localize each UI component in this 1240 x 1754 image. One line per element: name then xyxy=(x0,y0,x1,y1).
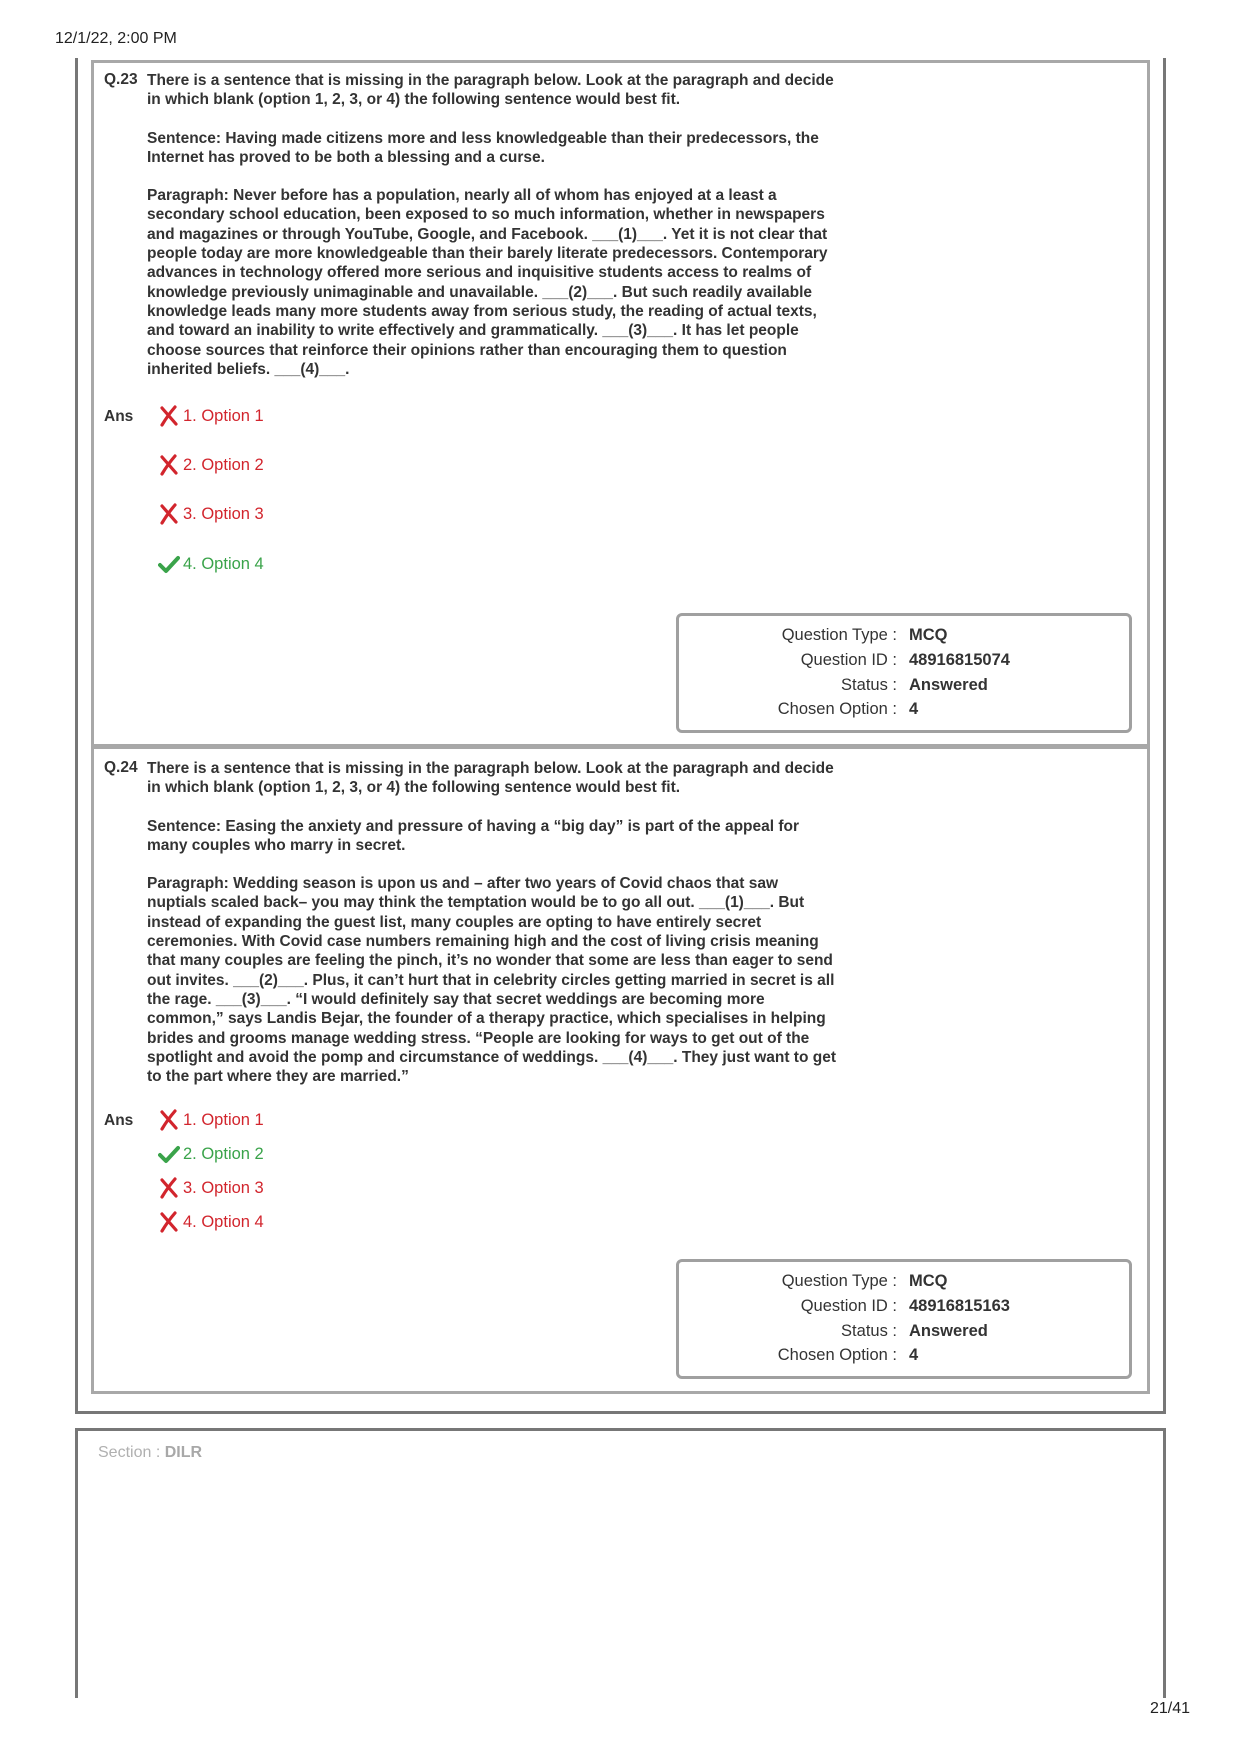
option-2 xyxy=(158,1143,264,1165)
question-card-q24 xyxy=(91,744,1150,1394)
cross-icon xyxy=(158,1211,180,1233)
option-2 xyxy=(158,454,264,476)
question-prompt: There is a sentence that is missing in the paragraph below. Look at the paragraph and decide in which blank (option 1, 2, 3, or 4) the following sentence would best fit. xyxy=(147,72,834,109)
answer-label: Ans xyxy=(104,408,134,425)
option-label: 3. Option 3 xyxy=(183,504,264,523)
section-name: DILR xyxy=(164,1444,203,1461)
question-card-q23 xyxy=(91,60,1150,748)
question-paragraph: Paragraph: Wedding season is upon us and – after two years of Covid chaos that saw nuptials scaled back– you may think the temptation would be to go all out. ___(1)___. But instead of expanding the guest list, many couples are opting to have entirely secret ceremonies. With Covid case numbers remaining high and the cost of living crisis meaning that many couples are feeling the pinch, it’s no wonder that some are less than eager to send out invites. ___(2)___. Plus, it can’t hurt that in celebrity circles getting married in secret is all the rage. ___(3)___. “I would definitely say that secret weddings are becoming more common,” says Landis Bejar, the founder of a therapy practice, which specialises in helping brides and grooms manage wedding stress. “People are looking for ways to get out of the spotlight and avoid the pomp and circumstance of weddings. ___(4)___. They just want to get to the part where they are married.” xyxy=(147,875,836,1086)
question-paragraph: Paragraph: Never before has a population, nearly all of whom has enjoyed at a least a secondary school education, been exposed to so much information, whether in newspapers and magazines or through YouTube, Google, and Facebook. ___(1)___. Yet it is not clear that people today are more knowledgeable than their barely literate predecessors. Contemporary advances in technology offered more serious and inquisitive students access to realms of knowledge previously unimaginable and unavailable. ___(2)___. But such readily available knowledge leads many more students away from serious study, the reading of actual texts, and toward an inability to write effectively and grammatically. ___(3)___. It has let people choose sources that reinforce their opinions rather than encouraging them to question inherited beliefs. ___(4)___. xyxy=(147,187,828,378)
option-4 xyxy=(158,553,264,575)
option-label: 1. Option 1 xyxy=(183,406,264,425)
question-text xyxy=(147,759,837,1105)
option-label: 2. Option 2 xyxy=(183,455,264,474)
question-sentence: Sentence: Having made citizens more and less knowledgeable than their predecessors, the Internet has proved to be both a blessing and a curse. xyxy=(147,129,819,166)
check-icon xyxy=(158,553,180,575)
question-text xyxy=(147,71,837,398)
option-3 xyxy=(158,503,264,525)
option-1 xyxy=(158,405,264,427)
option-1 xyxy=(158,1109,264,1131)
print-timestamp: 12/1/22, 2:00 PM xyxy=(55,30,177,47)
section-frame-dilr xyxy=(75,1428,1166,1698)
option-label: 4. Option 4 xyxy=(183,1212,264,1231)
page-number: 21/41 xyxy=(1149,1700,1190,1717)
question-meta-box: Question Type : MCQ Question ID : 48916815163 Status : Answered Chosen Option : 4 xyxy=(676,1259,1132,1379)
question-meta-box: Question Type : MCQ Question ID : 48916815074 Status : Answered Chosen Option : 4 xyxy=(676,613,1132,733)
option-label: 2. Option 2 xyxy=(183,1144,264,1163)
section-heading xyxy=(98,1444,202,1462)
section-label: Section : xyxy=(98,1444,161,1461)
option-label: 4. Option 4 xyxy=(183,554,264,573)
question-prompt: There is a sentence that is missing in the paragraph below. Look at the paragraph and decide in which blank (option 1, 2, 3, or 4) the following sentence would best fit. xyxy=(147,760,834,797)
check-icon xyxy=(158,1143,180,1165)
cross-icon xyxy=(158,1177,180,1199)
option-label: 3. Option 3 xyxy=(183,1178,264,1197)
option-label: 1. Option 1 xyxy=(183,1110,264,1129)
cross-icon xyxy=(158,405,180,427)
question-sentence: Sentence: Easing the anxiety and pressure of having a “big day” is part of the appeal for many couples who marry in secret. xyxy=(147,817,800,854)
option-3 xyxy=(158,1177,264,1199)
question-number: Q.23 xyxy=(104,71,138,88)
question-number: Q.24 xyxy=(104,759,138,776)
cross-icon xyxy=(158,1109,180,1131)
answer-label: Ans xyxy=(104,1112,134,1129)
cross-icon xyxy=(158,503,180,525)
cross-icon xyxy=(158,454,180,476)
option-4 xyxy=(158,1211,264,1233)
